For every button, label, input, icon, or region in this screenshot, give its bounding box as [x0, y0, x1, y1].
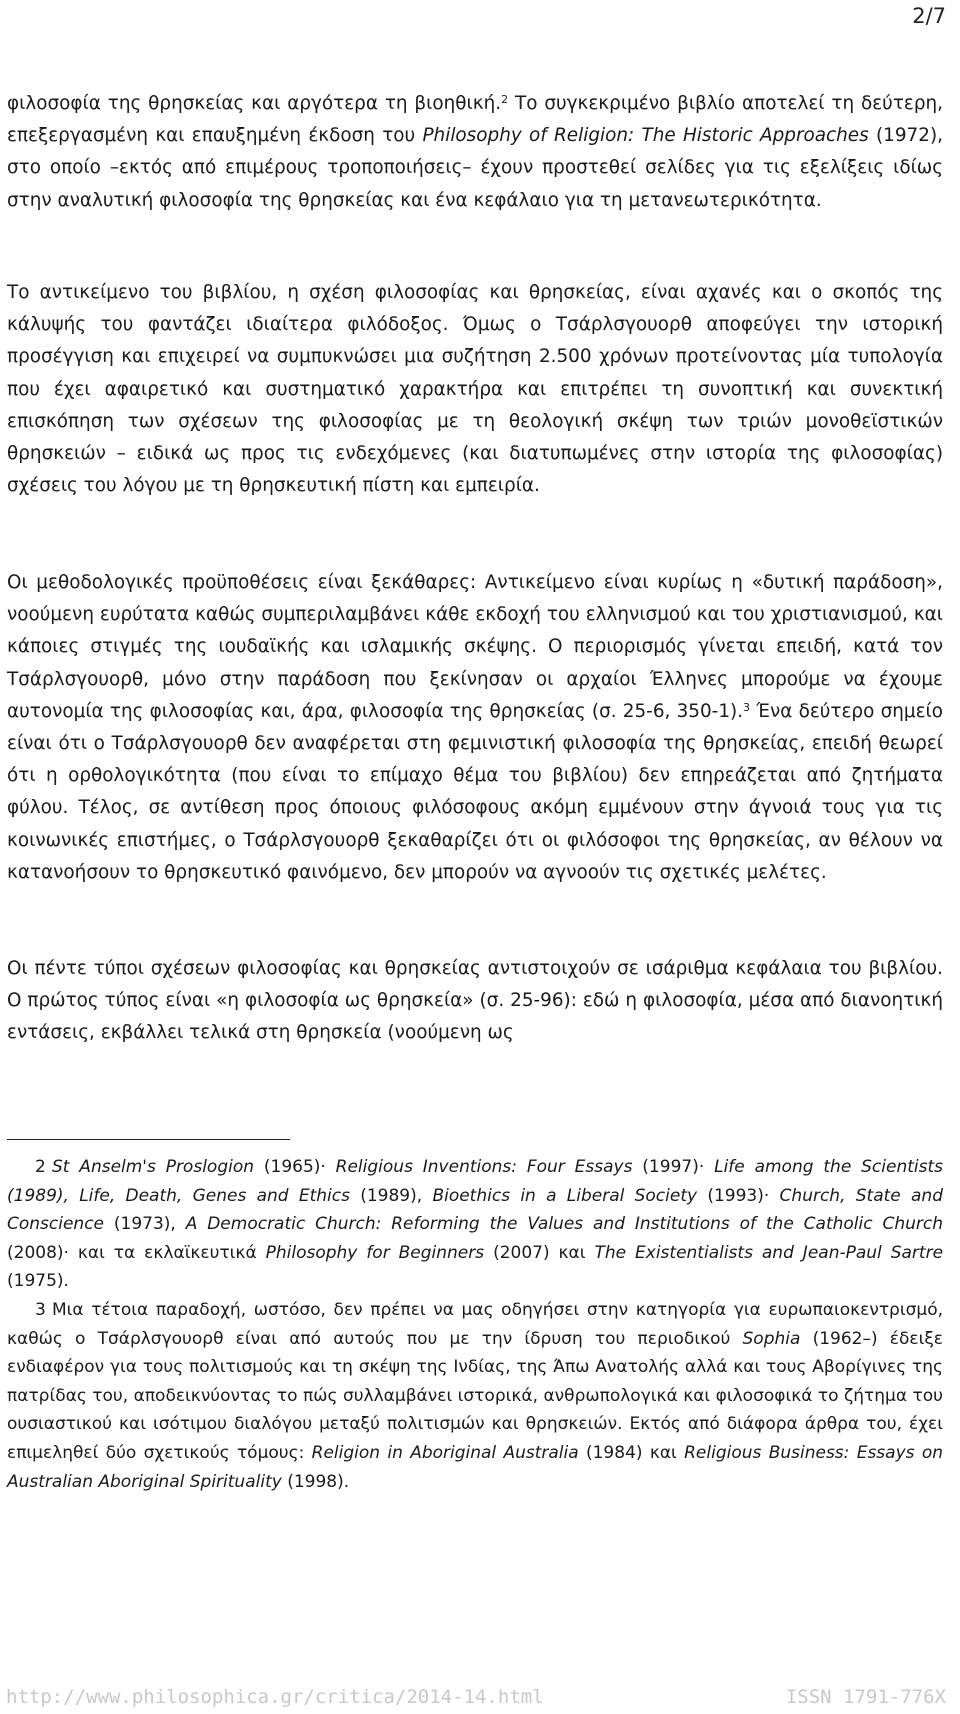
fn2-part: (1965)·: [254, 1157, 336, 1177]
fn2-part: Life among the Scientists (1989), Life, Death, Genes and Ethics: [7, 1157, 943, 1206]
fn2-part: (1997)·: [632, 1157, 715, 1177]
paragraph-1: [7, 88, 943, 217]
fn2-part: A Democratic Church: Reforming the Values and Institutions of the Catholic Church: [185, 1214, 943, 1235]
paragraph-2: Το αντικείμενο του βιβλίου, η σχέση φιλοσοφίας και θρησκείας, είναι αχανές και ο σκοπός της κάλυψής του φαντάζει ιδιαίτερα φιλόδοξος. Όμως ο Τσάρλσγουορθ αποφεύγει την ιστορική προσέγγιση και επιχειρεί να συμπυκνώσει μια συζήτηση 2.500 χρόνων προτείνοντας μία τυπολογία που έχει αφαιρετικό και συστηματικό χαρακτήρα και επιτρέπει τη συνοπτική και συνεκτική επισκόπηση των σχέσεων της φιλοσοφίας με τη θεολογική σκέψη των τριών μονοθεϊστικών θρησκειών – ειδικά ως προς τις ενδεχόμενες (και διατυπωμένες στην ιστορία της φιλοσοφίας) σχέσεις του λόγου με τη θρησκευτική πίστη και εμπειρία.: [7, 282, 943, 497]
fn3-part: (1984) και: [578, 1442, 685, 1463]
paragraph-1-text-b: Το συγκεκριμένο βιβλίο αποτελεί τη δεύτερη, επεξεργασμένη και επαυξημένη έκδοση του: [7, 93, 944, 147]
fn2-part: (2007) και: [484, 1242, 595, 1263]
fn3-part: (1998).: [281, 1471, 350, 1492]
fn3-part: Μια τέτοια παραδοχή, ωστόσο, δεν πρέπει να μας οδηγήσει στην κατηγορία για ευρωπαιοκεντρισμό, καθώς ο Τσάρλσγουορθ είναι από αυτούς που με την ίδρυση του περιοδικού: [7, 1299, 943, 1349]
footnote-ref-3[interactable]: 3: [743, 700, 751, 714]
fn2-part: (1973),: [104, 1214, 186, 1235]
fn2-part: Bioethics in a Liberal Society: [432, 1185, 698, 1206]
paragraph-3-text-a: Οι μεθοδολογικές προϋποθέσεις είναι ξεκάθαρες: Αντικείμενο είναι κυρίως η «δυτική παράδοση», νοούμενη ευρύτατα καθώς συμπεριλαμβάνει κάθε εκδοχή του ελληνισμού και του χριστιανισμού, και κάποιες στιγμές της ιουδαϊκής και ισλαμικής σκέψης. Ο περιορισμός γίνεται επειδή, κατά τον Τσάρλσγουορθ, μόνο στην παράδοση που ξεκίνησαν οι αρχαίοι Έλληνες μπορούμε να έχουμε αυτονομία της φιλοσοφίας και, άρα, φιλοσοφία της θρησκείας (σ. 25-6, 350-1).: [7, 572, 943, 722]
fn3-part: Sophia: [742, 1328, 801, 1349]
fn2-part: (2008)· και τα εκλαϊκευτικά: [7, 1242, 266, 1263]
fn2-part: St Anselm's Proslogion: [52, 1157, 255, 1177]
paragraph-1-text-c: (1972), στο οποίο –εκτός από επιμέρους τροποποιήσεις– έχουν προστεθεί σελίδες για τις εξελίξεις ιδίως στην αναλυτική φιλοσοφία της θρησκείας και ένα κεφάλαιο για τη μετανεωτερικότητα.: [7, 125, 943, 211]
paragraph-1-text-a: φιλοσοφία της θρησκείας και αργότερα τη βιοηθική.: [7, 93, 502, 114]
fn3-part: Religious Business: Essays on Australian Aboriginal Spirituality: [7, 1442, 943, 1492]
footnote-2: [7, 1153, 943, 1296]
paragraph-3-text-b: Ένα δεύτερο σημείο είναι ότι ο Τσάρλσγουορθ δεν αναφέρεται στη φεμινιστική φιλοσοφία της θρησκείας, επειδή θεωρεί ότι η ορθολογικότητα (που είναι το επίμαχο θέμα του βιβλίου) δεν επηρεάζεται από ζητήματα φύλου. Τέλος, σε αντίθεση προς όποιους φιλόσοφους ακόμη εμμένουν στην άγνοιά τους για τις κοινωνικές επιστήμες, ο Τσάρλσγουορθ ξεκαθαρίζει ότι οι φιλόσοφοι της θρησκείας, αν θέλουν να κατανοήσουν το θρησκευτικό φαινόμενο, δεν μπορούν να αγνοούν τις σχετικές μελέτες.: [7, 700, 944, 883]
footnote-3: [7, 1296, 943, 1496]
footer-url-link[interactable]: http://www.philosophica.gr/critica/2014-14.html: [6, 1686, 544, 1708]
footnote-2-number: 2: [35, 1157, 46, 1177]
fn2-part: Philosophy for Beginners: [265, 1242, 485, 1263]
footnote-divider: [7, 1139, 290, 1140]
footnote-3-number: 3: [35, 1299, 46, 1320]
fn2-part: Church, State and Conscience: [7, 1185, 943, 1235]
fn3-part: (1962–) έδειξε ενδιαφέρον για τους πολιτισμούς και τη σκέψη της Ινδίας, της Άπω Ανατολής αλλά και τους Αβορίγινες της πατρίδας του, αποδεικνύοντας το πώς συλλαμβάνει ιστορικά, ανθρωπολογικά και φιλοσοφικά το ζήτημα του ουσιαστικού και ισότιμου διαλόγου μεταξύ πολιτισμών και θρησκειών. Εκτός από διάφορα άρθρα του, έχει επιμεληθεί δύο σχετικούς τόμους:: [7, 1328, 943, 1463]
fn2-part: (1989),: [349, 1185, 433, 1206]
footnote-ref-2[interactable]: 2: [501, 93, 509, 106]
fn3-part: Religion in Aboriginal Australia: [311, 1442, 579, 1463]
fn2-part: The Existentialists and Jean-Paul Sartre: [594, 1242, 944, 1263]
page-footer: [0, 1680, 960, 1714]
paragraph-4: Οι πέντε τύποι σχέσεων φιλοσοφίας και θρησκείας αντιστοιχούν σε ισάριθμα κεφάλαια του βιβλίου. Ο πρώτος τύπος είναι «η φιλοσοφία ως θρησκεία» (σ. 25-96): εδώ η φιλοσοφία, μέσα από διανοητική εντάσεις, εκβάλλει τελικά στη θρησκεία (νοούμενη ως: [7, 958, 943, 1044]
page-number: 2/7: [912, 4, 946, 28]
footnotes: [7, 1153, 943, 1496]
paragraph-3: [7, 567, 943, 889]
footer-issn: ISSN 1791-776X: [785, 1686, 946, 1708]
fn2-part: Religious Inventions: Four Essays: [335, 1157, 633, 1177]
fn2-part: (1993)·: [697, 1185, 780, 1206]
book-title: Philosophy of Religion: The Historic Approaches: [422, 125, 869, 147]
fn2-part: (1975).: [7, 1271, 69, 1292]
